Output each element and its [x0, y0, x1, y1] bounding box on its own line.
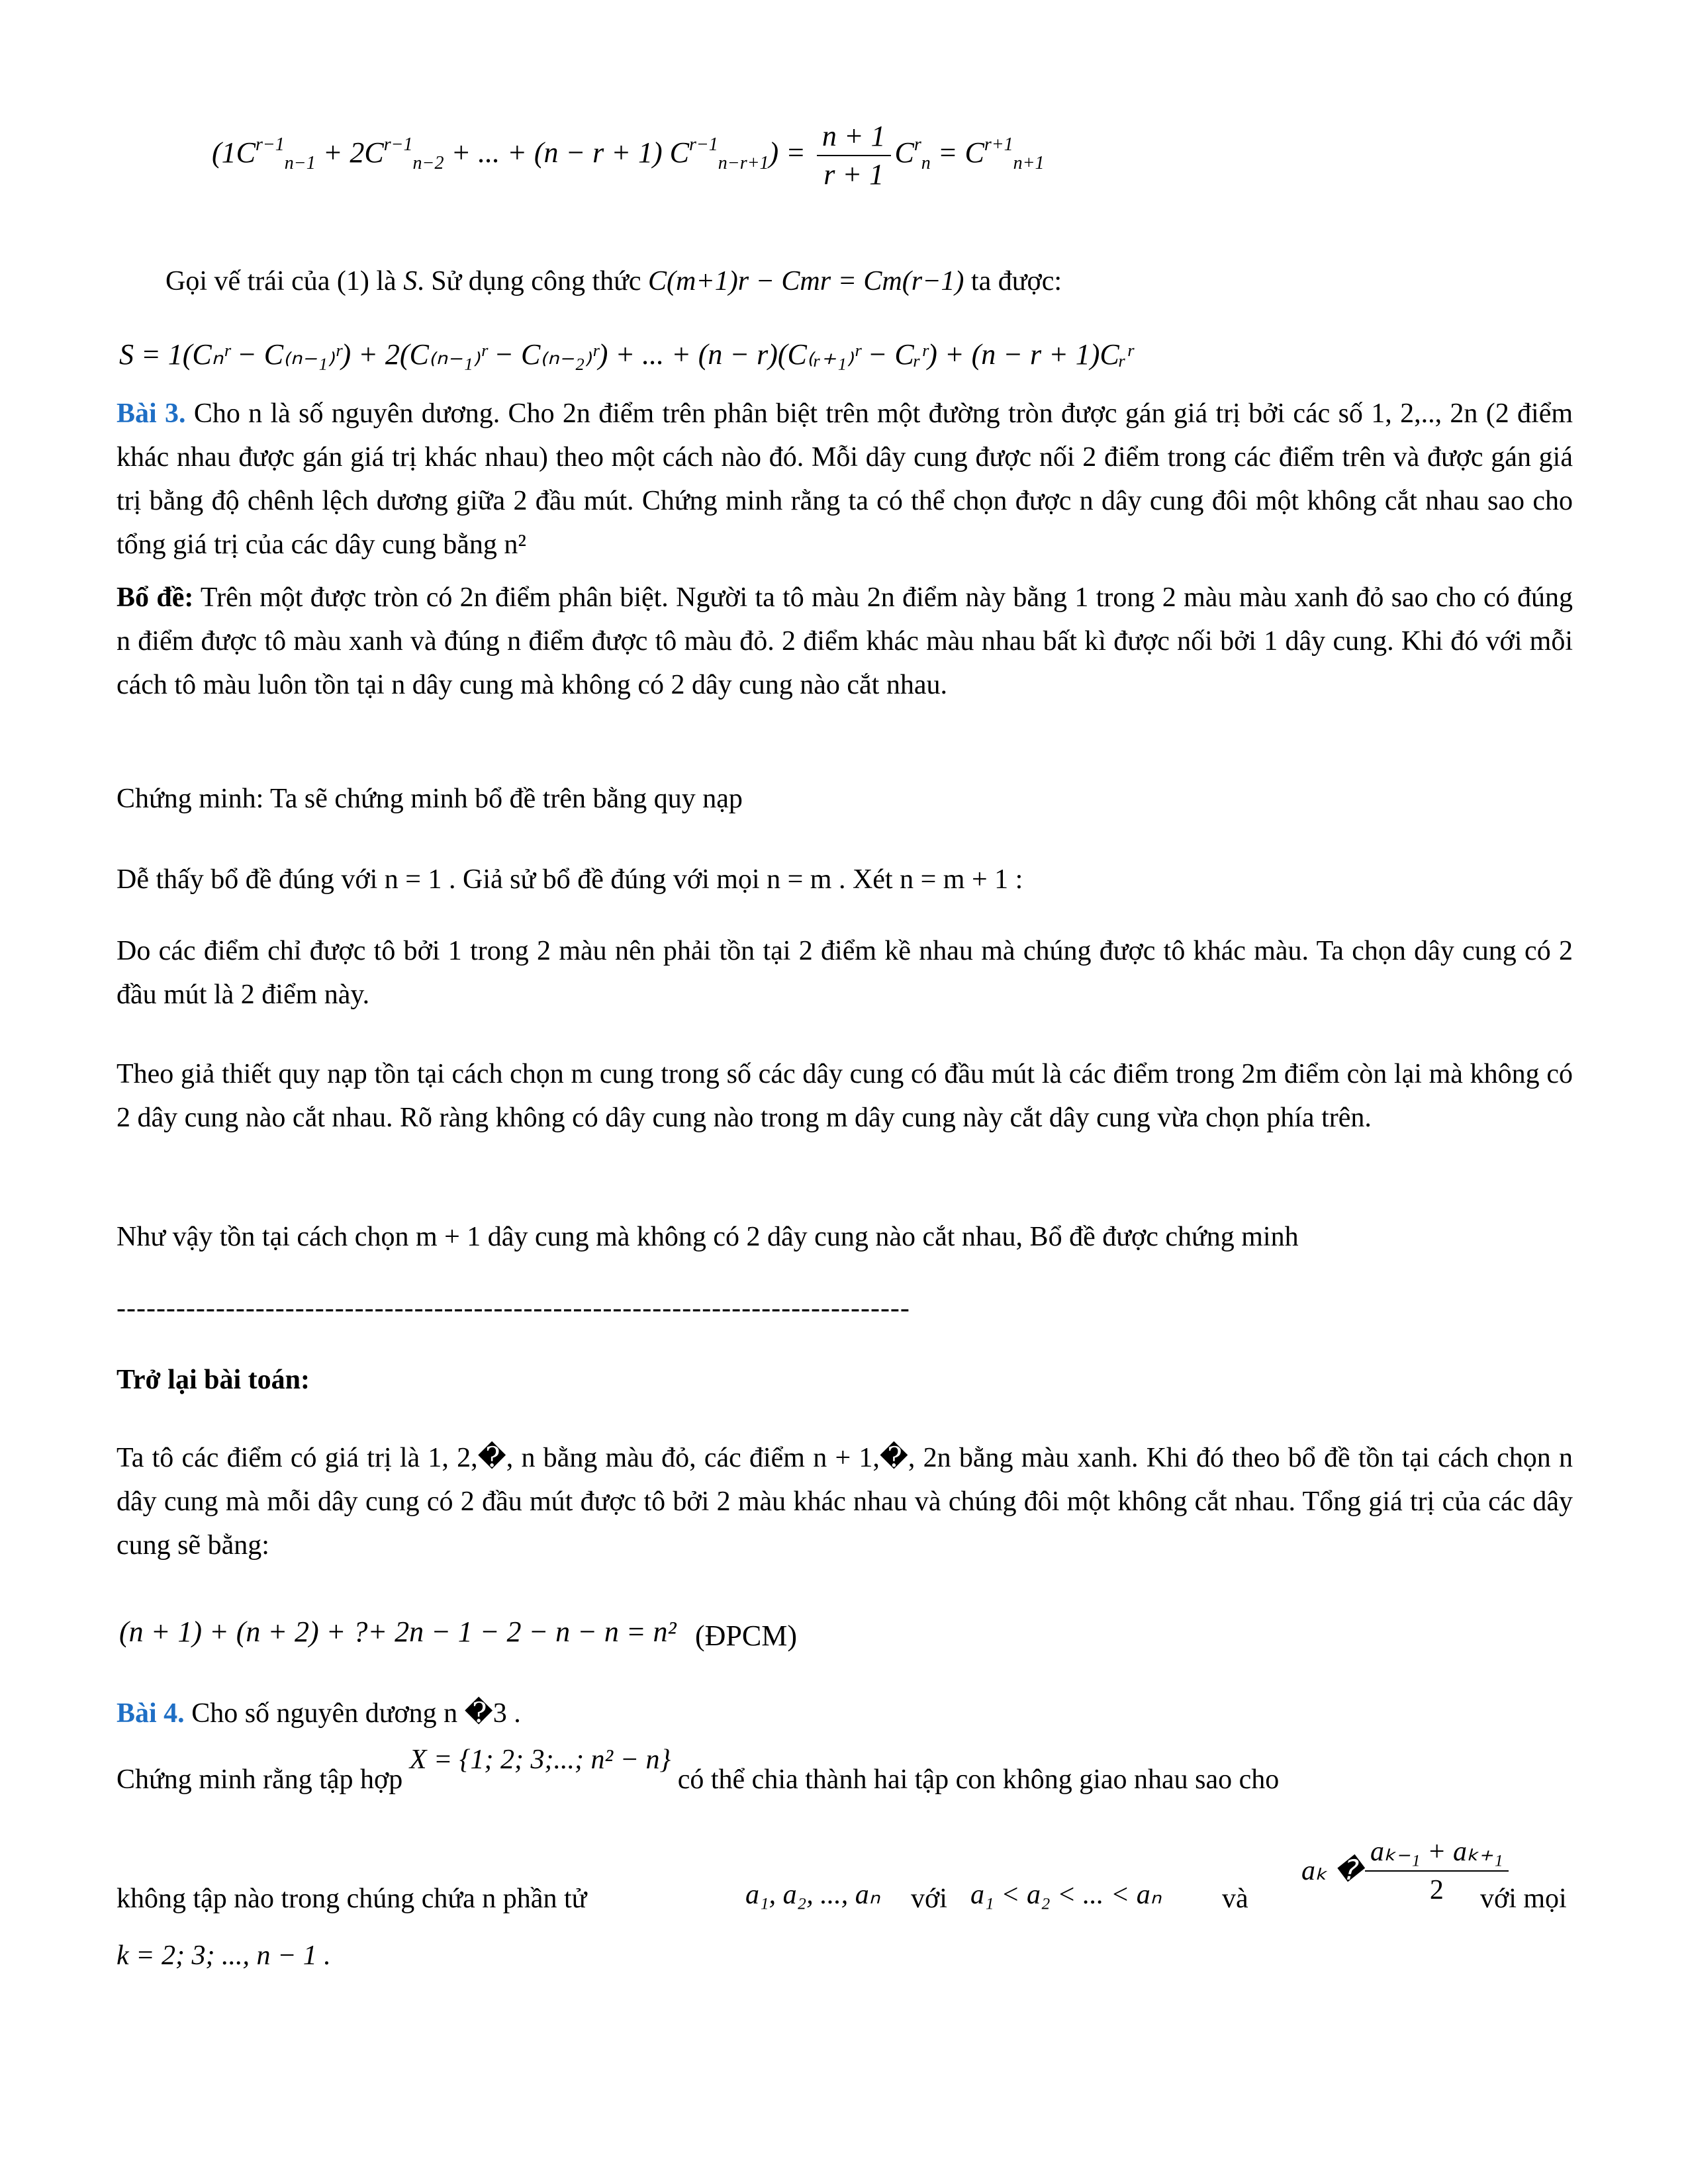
problem-3 — [117, 392, 1573, 567]
set-definition: X = {1; 2; 3;...; n² − n} — [409, 1745, 671, 1775]
divider-line: -------------------------------------------------------------------------------- — [117, 1293, 910, 1324]
problem-4-condition: không tập nào trong chúng chứa n phần tử a₁, a₂, ..., aₙ với a₁ < a₂ < ... < aₙ và aₖ � $\frac{\text{aₖ₋₁ + aₖ₊₁}}{2}$ với mọi — [117, 1833, 1573, 1939]
problem-4 — [117, 1692, 1573, 1735]
lemma-label: Bổ đề: — [117, 582, 194, 613]
formula-inline: C(m+1)r − Cmr = Cm(r−1) — [648, 266, 964, 296]
problem-4-label: Bài 4. — [117, 1698, 185, 1729]
formula-final-sum: (n + 1) + (n + 2) + ?+ 2n − 1 − 2 − n − n = n² — [119, 1615, 677, 1648]
lemma-text: Trên một được tròn có 2n điểm phân biệt. Người ta tô màu 2n điểm này bằng 1 trong 2 màu màu xanh đỏ sao cho có đúng n điểm được tô màu xanh và đúng n điểm được tô màu đỏ. 2 điểm khác màu nhau bất kì được nối bởi 1 dây cung. Khi đó với mỗi cách tô màu luôn tồn tại n dây cung mà không có 2 dây cung nào cắt nhau. — [117, 582, 1573, 700]
proof-conclusion: Như vậy tồn tại cách chọn m + 1 dây cung mà không có 2 dây cung nào cắt nhau, Bổ đề được chứng minh — [117, 1222, 1299, 1252]
problem-3-label: Bài 3. — [117, 398, 186, 429]
dpcm-label: (ĐPCM) — [695, 1619, 798, 1652]
section-heading-back-to-problem: Trở lại bài toán: — [117, 1365, 310, 1395]
fraction: $\frac{n + 1}{r + 1}$ — [817, 118, 891, 193]
formula-sum-expansion: S = 1(Cₙʳ − C₍ₙ₋₁₎ʳ) + 2(C₍ₙ₋₁₎ʳ − C₍ₙ₋₂₎ʳ) + ... + (n − r)(C₍ᵣ₊₁₎ʳ − Cᵣʳ) + (n − r + 1)Cᵣʳ — [119, 338, 1133, 371]
proof-step-2: Theo giả thiết quy nạp tồn tại cách chọn m cung trong số các dây cung có đầu mút là các điểm trong 2m điểm còn lại mà không có 2 dây cung nào cắt nhau. Rõ ràng không có dây cung nào trong m dây cung này cắt dây cung vừa chọn phía trên. — [117, 1059, 1573, 1133]
paragraph-goi-ve-trai: Gọi vế trái của (1) là S. Sử dụng công thức C(m+1)r − Cmr = Cm(r−1) ta được: — [165, 266, 1062, 296]
lemma — [117, 576, 1573, 707]
proof-intro: Chứng minh: Ta sẽ chứng minh bổ đề trên bằng quy nạp — [117, 784, 743, 814]
problem-4-statement: Chứng minh rằng tập hợp X = {1; 2; 3;...; n² − n} có thể chia thành hai tập con không giao nhau sao cho — [117, 1745, 1280, 1795]
proof-step-1: Do các điểm chỉ được tô bởi 1 trong 2 màu nên phải tồn tại 2 điểm kề nhau mà chúng được tô khác màu. Ta chọn dây cung có 2 đầu mút là 2 điểm này. — [117, 936, 1573, 1010]
problem-3-text: Cho n là số nguyên dương. Cho 2n điểm trên phân biệt trên một đường tròn được gán giá trị bởi các số 1, 2,.., 2n (2 điểm khác nhau được gán giá trị khác nhau) theo một cách nào đó. Mỗi dây cung được nối 2 điểm trong các điểm trên và được gán giá trị bằng độ chênh lệch dương giữa 2 đầu mút. Chứng minh rằng ta có thể chọn được n dây cung đôi một không cắt nhau sao cho tổng giá trị của các dây cung bằng n² — [117, 398, 1573, 560]
problem-4-text: Cho số nguyên dương n �3 . — [184, 1698, 521, 1729]
index-range: k = 2; 3; ..., n − 1 . — [117, 1940, 331, 1971]
fraction-average: $\frac{\text{aₖ₋₁ + aₖ₊₁}}{2}$ — [1365, 1833, 1509, 1909]
formula-combination-identity: ($1C^{r-1}_{n-1} + 2C^{r-1}_{n-2}$ + ... + (n − r + 1) $C^{r-1}_{n-r+1}$) = $\frac{n + 1}{r + 1}$ $C^r_n = C^{r+1}_{n+1}$ — [212, 118, 1045, 193]
formula-text: (1C — [212, 136, 256, 169]
proof-base-case: Dễ thấy bổ đề đúng với n = 1 . Giả sử bổ đề đúng với mọi n = m . Xét n = m + 1 : — [117, 864, 1023, 895]
solution-paragraph: Ta tô các điểm có giá trị là 1, 2,�, n bằng màu đỏ, các điểm n + 1,�, 2n bằng màu xanh. Khi đó theo bổ đề tồn tại cách chọn n dây cung mà mỗi dây cung có 2 đầu mút được tô bởi 2 màu khác nhau và chúng đôi một không cắt nhau. Tổng giá trị của các dây cung sẽ bằng: — [117, 1443, 1573, 1561]
